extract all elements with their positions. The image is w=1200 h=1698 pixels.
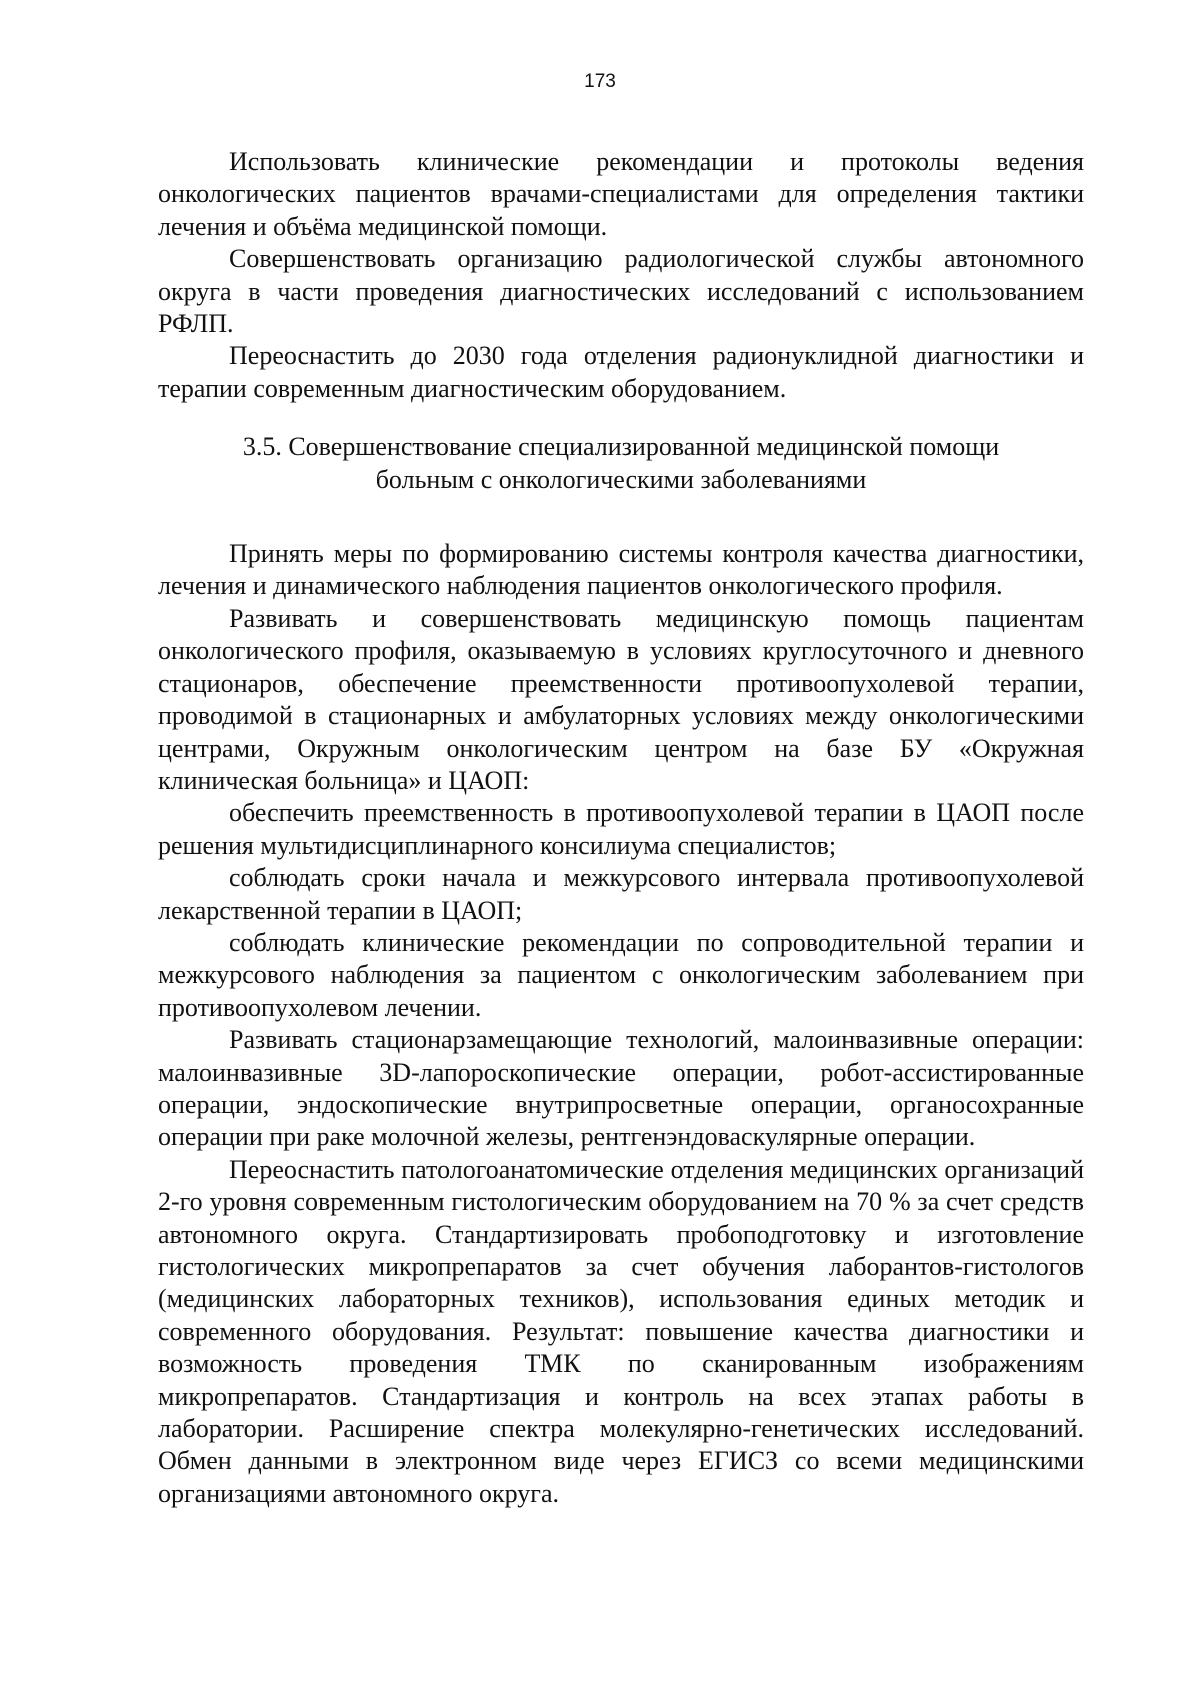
section-paragraph-4: соблюдать сроки начала и межкурсового интервала противоопухолевой лекарственной терапии в ЦАОП; — [158, 863, 1084, 925]
intro-paragraph-2: Совершенствовать организацию радиологической службы автономного округа в части проведения диагностических исследований с использованием РФЛП. — [158, 244, 1084, 339]
section-heading-line-1: 3.5. Совершенствование специализированной медицинской помощи — [242, 432, 1000, 462]
page-number: 173 — [584, 71, 616, 92]
section-paragraph-1: Принять меры по формированию системы контроля качества диагностики, лечения и динамического наблюдения пациентов онкологического профиля. — [158, 539, 1084, 601]
section-heading — [158, 431, 1084, 496]
section-heading-line-2: больным с онкологическими заболеваниями — [375, 464, 867, 494]
section-paragraph-3: обеспечить преемственность в противоопухолевой терапии в ЦАОП после решения мультидисциплинарного консилиума специалистов; — [158, 798, 1084, 860]
document-body — [158, 146, 1084, 1510]
section-paragraph-7: Переоснастить патологоанатомические отделения медицинских организаций 2-го уровня современным гистологическим оборудованием на 70 % за счет средств автономного округа. Стандартизировать пробоподготовку и изготовление гистологических микропрепаратов за счет обучения лаборантов-гистологов (медицинских лабораторных техников), использования единых методик и современного оборудования. Результат: повышение качества диагностики и возможность проведения ТМК по сканированным изображениям микропрепаратов. Стандартизация и контроль на всех этапах работы в лаборатории. Расширение спектра молекулярно-генетических исследований. Обмен данными в электронном виде через ЕГИСЗ со всеми медицинскими организациями автономного округа. — [158, 1154, 1084, 1508]
intro-paragraph-3: Переоснастить до 2030 года отделения радионуклидной диагностики и терапии современным диагностическим оборудованием. — [158, 341, 1084, 403]
intro-paragraph-1: Использовать клинические рекомендации и протоколы ведения онкологических пациентов врачами-специалистами для определения тактики лечения и объёма медицинской помощи. — [158, 147, 1084, 241]
section-paragraph-2: Развивать и совершенствовать медицинскую помощь пациентам онкологического профиля, оказываемую в условиях круглосуточного и дневного стационаров, обеспечение преемственности противоопухолевой терапии, проводимой в стационарных и амбулаторных условиях между онкологическими центрами, Окружным онкологическим центром на базе БУ «Окружная клиническая больница» и ЦАОП: — [158, 603, 1084, 795]
section-paragraph-6: Развивать стационарзамещающие технологий, малоинвазивные операции: малоинвазивные 3D-лапороскопические операции, робот-ассистированные операции, эндоскопические внутрипросветные операции, органосохранные операции при раке молочной железы, рентгенэндоваскулярные операции. — [158, 1025, 1084, 1152]
section-paragraph-5: соблюдать клинические рекомендации по сопроводительной терапии и межкурсового наблюдения за пациентом с онкологическим заболеванием при противоопухолевом лечении. — [158, 927, 1084, 1022]
